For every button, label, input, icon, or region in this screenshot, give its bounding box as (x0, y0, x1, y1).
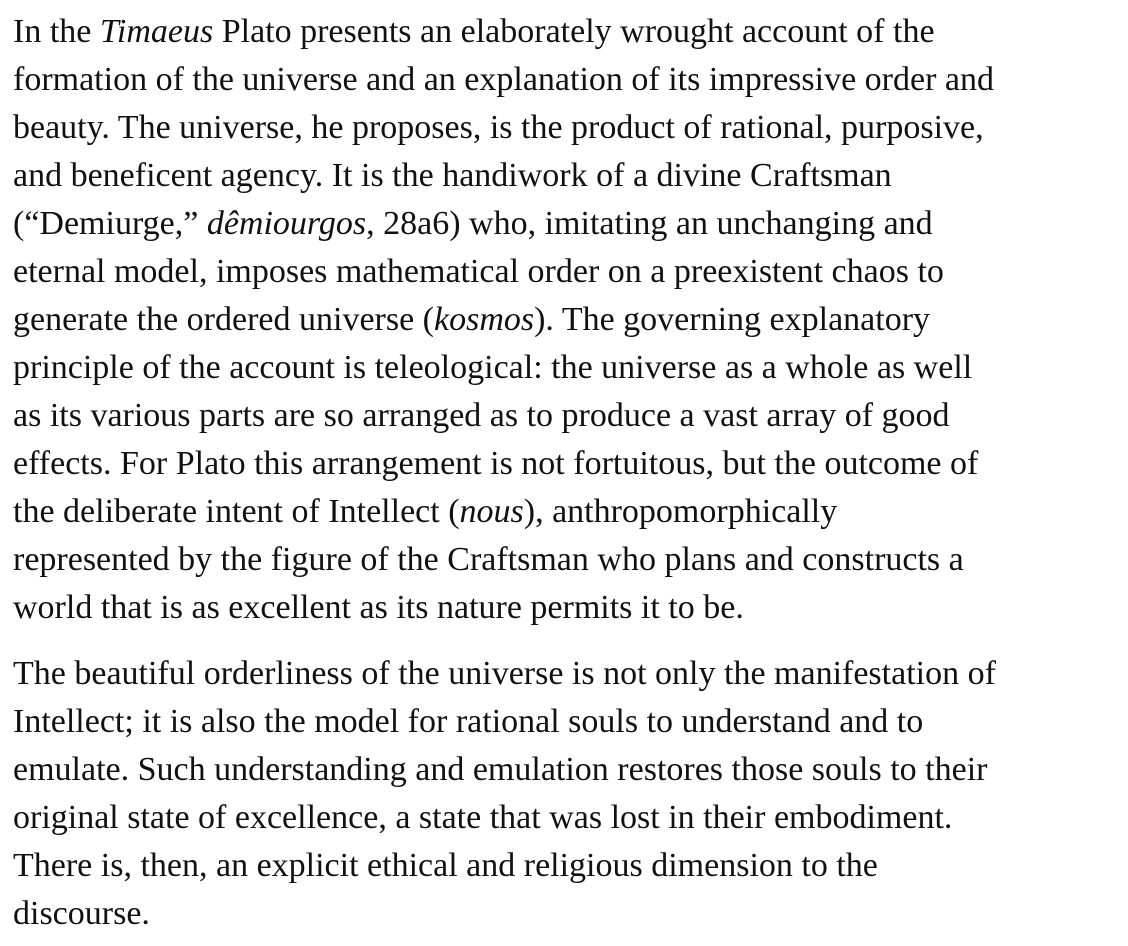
text-run: and beneficent agency. It is the handiwork of a divine Craftsman (13, 157, 892, 194)
text-run: beauty. The universe, he proposes, is the product of rational, purposive, (13, 109, 984, 146)
text-line (13, 440, 1114, 488)
text-run: the deliberate intent of Intellect ( (13, 493, 460, 530)
text-line (13, 584, 1114, 632)
text-run: In the (13, 13, 100, 50)
text-line (13, 152, 1114, 200)
paragraph-2 (13, 650, 1114, 938)
text-run: , 28a6) who, imitating an unchanging and (366, 205, 933, 242)
text-line (13, 842, 1114, 890)
text-run: The beautiful orderliness of the universe is not only the manifestation of (13, 655, 996, 692)
paragraph-1 (13, 8, 1114, 632)
italic-term: Timaeus (99, 13, 214, 50)
text-run: Intellect; it is also the model for rational souls to understand and to (13, 703, 924, 740)
text-line (13, 56, 1114, 104)
text-line (13, 794, 1114, 842)
text-run: generate the ordered universe ( (13, 301, 434, 338)
text-line (13, 104, 1114, 152)
text-line (13, 536, 1114, 584)
text-run: effects. For Plato this arrangement is not fortuitous, but the outcome of (13, 445, 979, 482)
italic-term: kosmos (434, 301, 535, 338)
text-line (13, 200, 1114, 248)
text-run: eternal model, imposes mathematical order on a preexistent chaos to (13, 253, 944, 290)
text-line (13, 650, 1114, 698)
text-run: Plato presents an elaborately wrought account of the (213, 13, 935, 50)
text-run: original state of excellence, a state that was lost in their embodiment. (13, 799, 953, 836)
text-line (13, 344, 1114, 392)
text-line (13, 746, 1114, 794)
text-run: represented by the figure of the Craftsman who plans and constructs a (13, 541, 964, 578)
text-line (13, 890, 1114, 938)
text-run: formation of the universe and an explanation of its impressive order and (13, 61, 994, 98)
text-line (13, 248, 1114, 296)
text-run: ), anthropomorphically (523, 493, 838, 530)
text-run: world that is as excellent as its nature permits it to be. (13, 589, 744, 626)
text-line (13, 698, 1114, 746)
text-run: principle of the account is teleological: the universe as a whole as well (13, 349, 973, 386)
text-line (13, 8, 1114, 56)
italic-term: dêmiourgos (206, 205, 367, 242)
text-line (13, 296, 1114, 344)
text-run: There is, then, an explicit ethical and religious dimension to the (13, 847, 878, 884)
text-run: as its various parts are so arranged as to produce a vast array of good (13, 397, 950, 434)
text-run: ). The governing explanatory (534, 301, 931, 338)
text-run: emulate. Such understanding and emulation restores those souls to their (13, 751, 988, 788)
italic-term: nous (459, 493, 524, 530)
text-line (13, 488, 1114, 536)
text-run: (“Demiurge,” (13, 205, 207, 242)
text-line (13, 392, 1114, 440)
text-run: discourse. (13, 895, 150, 932)
